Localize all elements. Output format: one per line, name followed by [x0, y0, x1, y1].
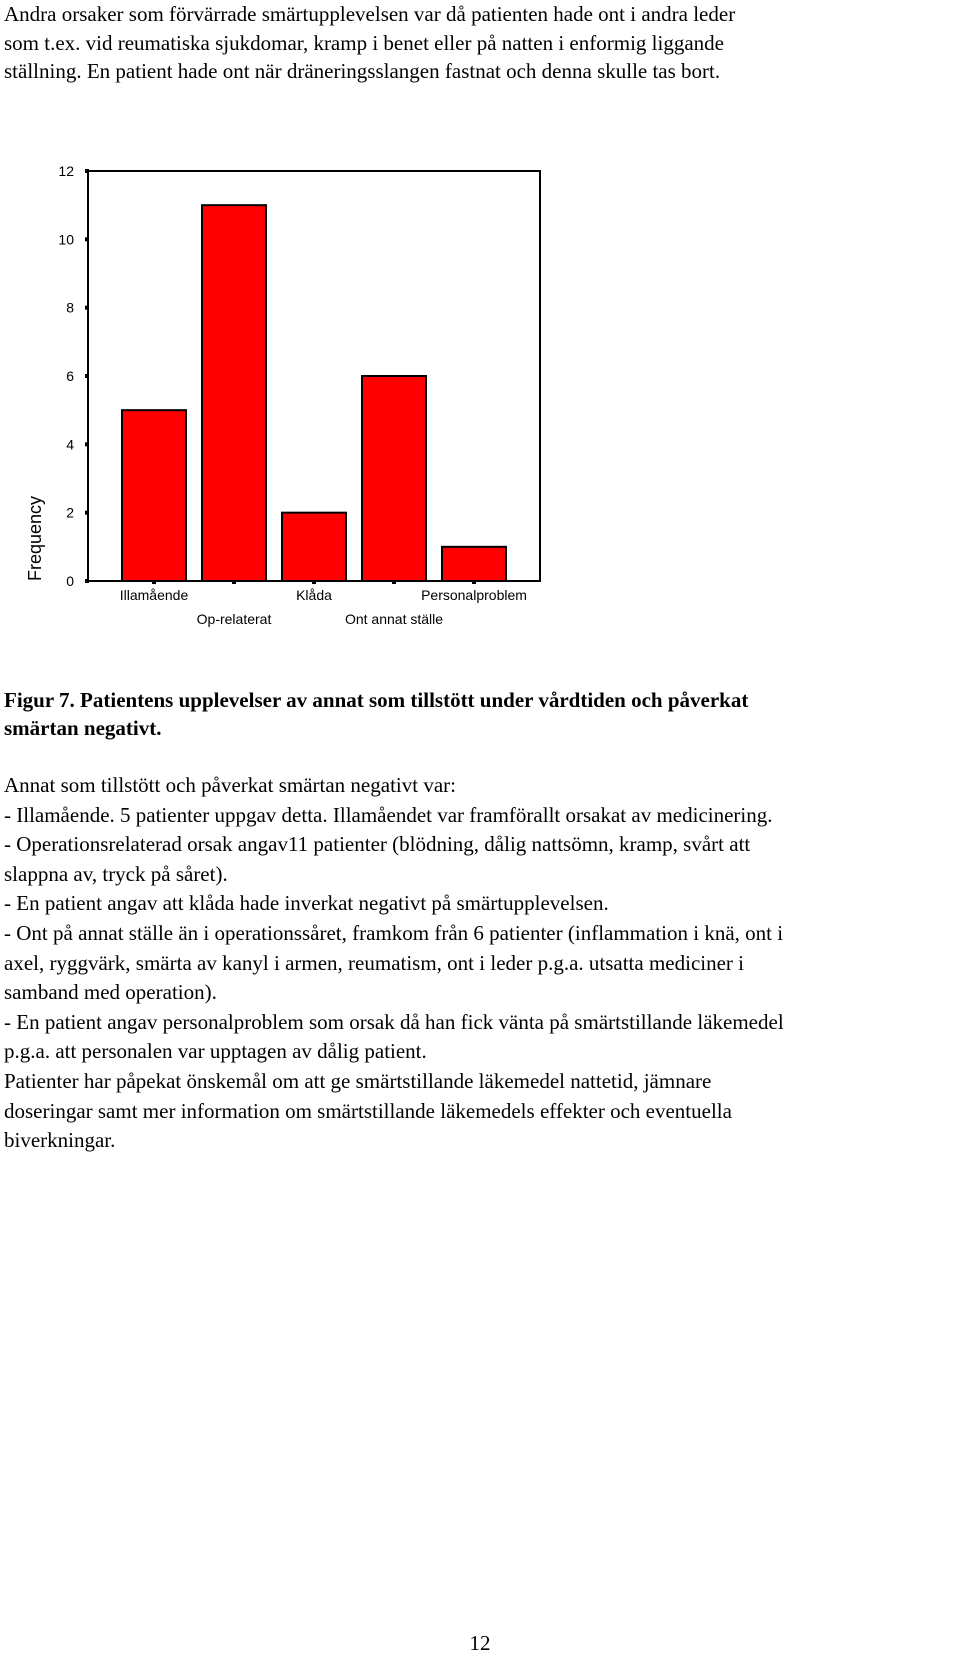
- y-tick-mark: [85, 511, 89, 515]
- bar: [362, 376, 426, 581]
- y-tick-label: 12: [58, 163, 74, 179]
- bar: [202, 205, 266, 581]
- y-tick-mark: [85, 579, 89, 583]
- body-line: p.g.a. att personalen var upptagen av dålig patient.: [4, 1039, 427, 1064]
- y-tick-label: 2: [66, 504, 74, 521]
- x-tick-mark: [392, 580, 396, 584]
- caption-line: Figur 7. Patientens upplevelser av annat som tillstött under vårdtiden och påverkat: [4, 688, 749, 712]
- y-tick-label: 0: [66, 573, 74, 589]
- x-tick-label: Op-relaterat: [196, 611, 272, 627]
- x-tick-mark: [152, 580, 156, 584]
- body-line: - Ont på annat ställe än i operationssåret, framkom från 6 patienter (inflammation i knä, ont i: [4, 920, 784, 945]
- x-tick-label: Klåda: [296, 587, 332, 603]
- y-tick-mark: [85, 306, 89, 310]
- body-line: Patienter har påpekat önskemål om att ge smärtstillande läkemedel nattetid, jämnare: [4, 1068, 712, 1093]
- x-tick-label: Personalproblem: [421, 587, 527, 603]
- intro-line: som t.ex. vid reumatiska sjukdomar, kramp i benet eller på natten i enformig liggande: [4, 30, 724, 55]
- caption-line: smärtan negativt.: [4, 716, 162, 740]
- y-tick-mark: [85, 169, 89, 173]
- page-number: 12: [469, 1631, 491, 1655]
- body-line: - Operationsrelaterad orsak angav11 patienter (blödning, dålig nattsömn, kramp, svårt att: [4, 832, 751, 857]
- x-axis: [120, 580, 527, 627]
- body-line: samband med operation).: [4, 980, 217, 1005]
- x-tick-mark: [472, 580, 476, 584]
- body-line: Annat som tillstött och påverkat smärtan negativt var:: [4, 773, 456, 797]
- bar: [122, 410, 186, 581]
- body-line: - En patient angav personalproblem som orsak då han fick vänta på smärtstillande läkemedel: [4, 1009, 784, 1034]
- y-tick-mark: [85, 374, 89, 378]
- figure-caption: [4, 686, 960, 742]
- x-tick-label: Ont annat ställe: [344, 611, 444, 627]
- y-axis: [58, 163, 89, 589]
- chart-svg: [0, 160, 600, 680]
- bar: [442, 547, 506, 581]
- body-line: - En patient angav att klåda hade inverkat negativt på smärtupplevelsen.: [4, 891, 609, 916]
- intro-line: Andra orsaker som förvärrade smärtupplevelsen var då patienten hade ont i andra leder: [4, 2, 736, 26]
- y-tick-label: 4: [66, 436, 74, 453]
- body-line: - Illamående. 5 patienter uppgav detta. Illamåendet var framförallt orsakat av medicinering.: [4, 802, 773, 827]
- y-axis-label: Frequency: [25, 495, 45, 581]
- body-line: doseringar samt mer information om smärtstillande läkemedels effekter och eventuella: [4, 1098, 732, 1123]
- body-line: slappna av, tryck på såret).: [4, 861, 228, 886]
- x-tick-label: Illamående: [119, 587, 189, 603]
- body-line: axel, ryggvärk, smärta av kanyl i armen, reumatism, ont i leder p.g.a. utsatta mediciner i: [4, 950, 745, 975]
- intro-line: ställning. En patient hade ont när dräneringsslangen fastnat och denna skulle tas bort.: [4, 59, 721, 84]
- y-tick-mark: [85, 442, 89, 446]
- body-line: biverkningar.: [4, 1128, 116, 1153]
- bars: [122, 205, 506, 581]
- frequency-bar-chart: [0, 160, 600, 680]
- x-tick-mark: [312, 580, 316, 584]
- y-tick-mark: [85, 237, 89, 241]
- y-tick-label: 6: [66, 368, 74, 384]
- intro-paragraph: [4, 0, 960, 86]
- x-tick-mark: [232, 580, 236, 584]
- bar: [282, 513, 346, 581]
- y-tick-label: 10: [58, 231, 74, 248]
- body-paragraph: [4, 771, 960, 1156]
- y-tick-label: 8: [66, 299, 74, 316]
